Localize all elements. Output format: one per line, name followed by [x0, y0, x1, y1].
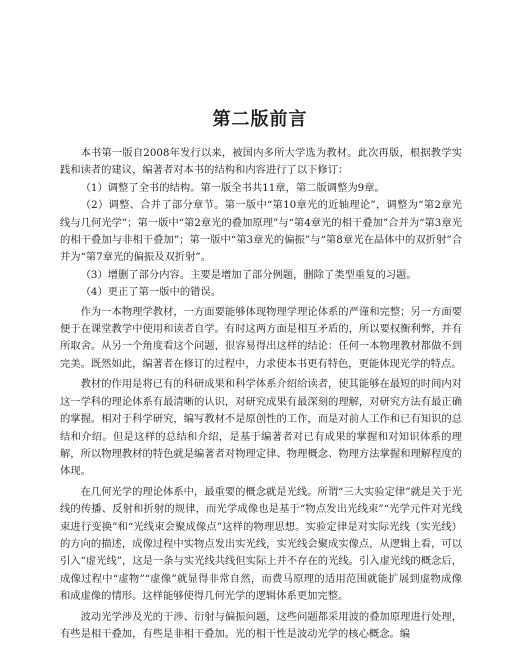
paragraph-intro: 本书第一版自2008年发行以来，被国内多所大学选为教材。此次再版，根据教学实践和读者的建议，编著者对本书的结构和内容进行了以下修订：	[60, 147, 462, 177]
paragraph-item-4: （4）更正了第一版中的错误。	[80, 286, 222, 299]
paragraph-item-2: （2）调整、合并了部分章节。第一版中“第10章光的近轴理论”，调整为“第2章光线与几何光学”；第一版中“第2章光的叠加原理”与“第4章光的相干叠加”合并为“第3章光的相干叠加与非相干叠加”；第一版中“第3章光的偏振”与“第8章光在晶体中的双折射”合并为“第7章光的偏振及双折射”。	[60, 199, 462, 264]
paragraph-wave-optics: 波动光学涉及光的干涉、衍射与偏振问题，这些问题都采用波的叠加原理进行处理，有些是相干叠加，有些是非相干叠加。光的相干性是波动光学的核心概念。编	[60, 610, 462, 640]
paragraph-textbook-role: 教材的作用是将已有的科研成果和科学体系介绍给读者，使其能够在最短的时间内对这一学科的理论体系有最清晰的认识，对研究成果有最深刻的理解，对研究方法有最正确的掌握。相对于科学研究，编写教材不是原创性的工作，而是对前人工作和已有知识的总结和介绍。但是这样的总结和介绍，是基于编著者对已有成果的掌握和对知识体系的理解，所以物理教材的特色就是编著者对物理定律、物理概念、物理方法掌握和理解程度的体现。	[60, 378, 462, 478]
paragraph-item-3: （3）增删了部分内容。主要是增加了部分例题，删除了类型重复的习题。	[80, 268, 417, 281]
paragraph-item-1: （1）调整了全书的结构。第一版全书共11章，第二版调整为9章。	[80, 181, 385, 194]
paragraph-geometric-optics: 在几何光学的理论体系中，最重要的概念就是光线。所谓“三大实验定律”就是关于光线的传播、反射和折射的规律，而光学成像也是基于“物点发出光线束”“光学元件对光线束进行变换”和“光线束会聚成像点”这样的物理思想。实验定律是对实际光线（实光线）的方向的描述，成像过程中实物点发出实光线，实光线会聚成实像点，从逻辑上看，可以引入“虚光线”，这是一条与实光线共线但实际上并不存在的光线。引入虚光线的概念后，成像过程中“虚物”“虚像”就显得非常自然，而费马原理的适用范围就能扩展到虚物成像和成虚像的情形。这样能够使得几何光学的逻辑体系更加完整。	[60, 485, 462, 603]
paragraph-textbook-goals: 作为一本物理学教材，一方面要能够体现物理学理论体系的严谨和完整；另一方面要便于在课堂教学中使用和读者自学。有时这两方面是相互矛盾的，所以要权衡利弊，并有所取舍。从另一个角度看这个问题，很容易得出这样的结论：任何一本物理教材都做不到完美。既然如此，编著者在修订的过程中，力求使本书更有特色，更能体现光学的特点。	[60, 305, 462, 370]
page-title: 第二版前言	[212, 109, 308, 130]
preface-body	[60, 145, 462, 643]
